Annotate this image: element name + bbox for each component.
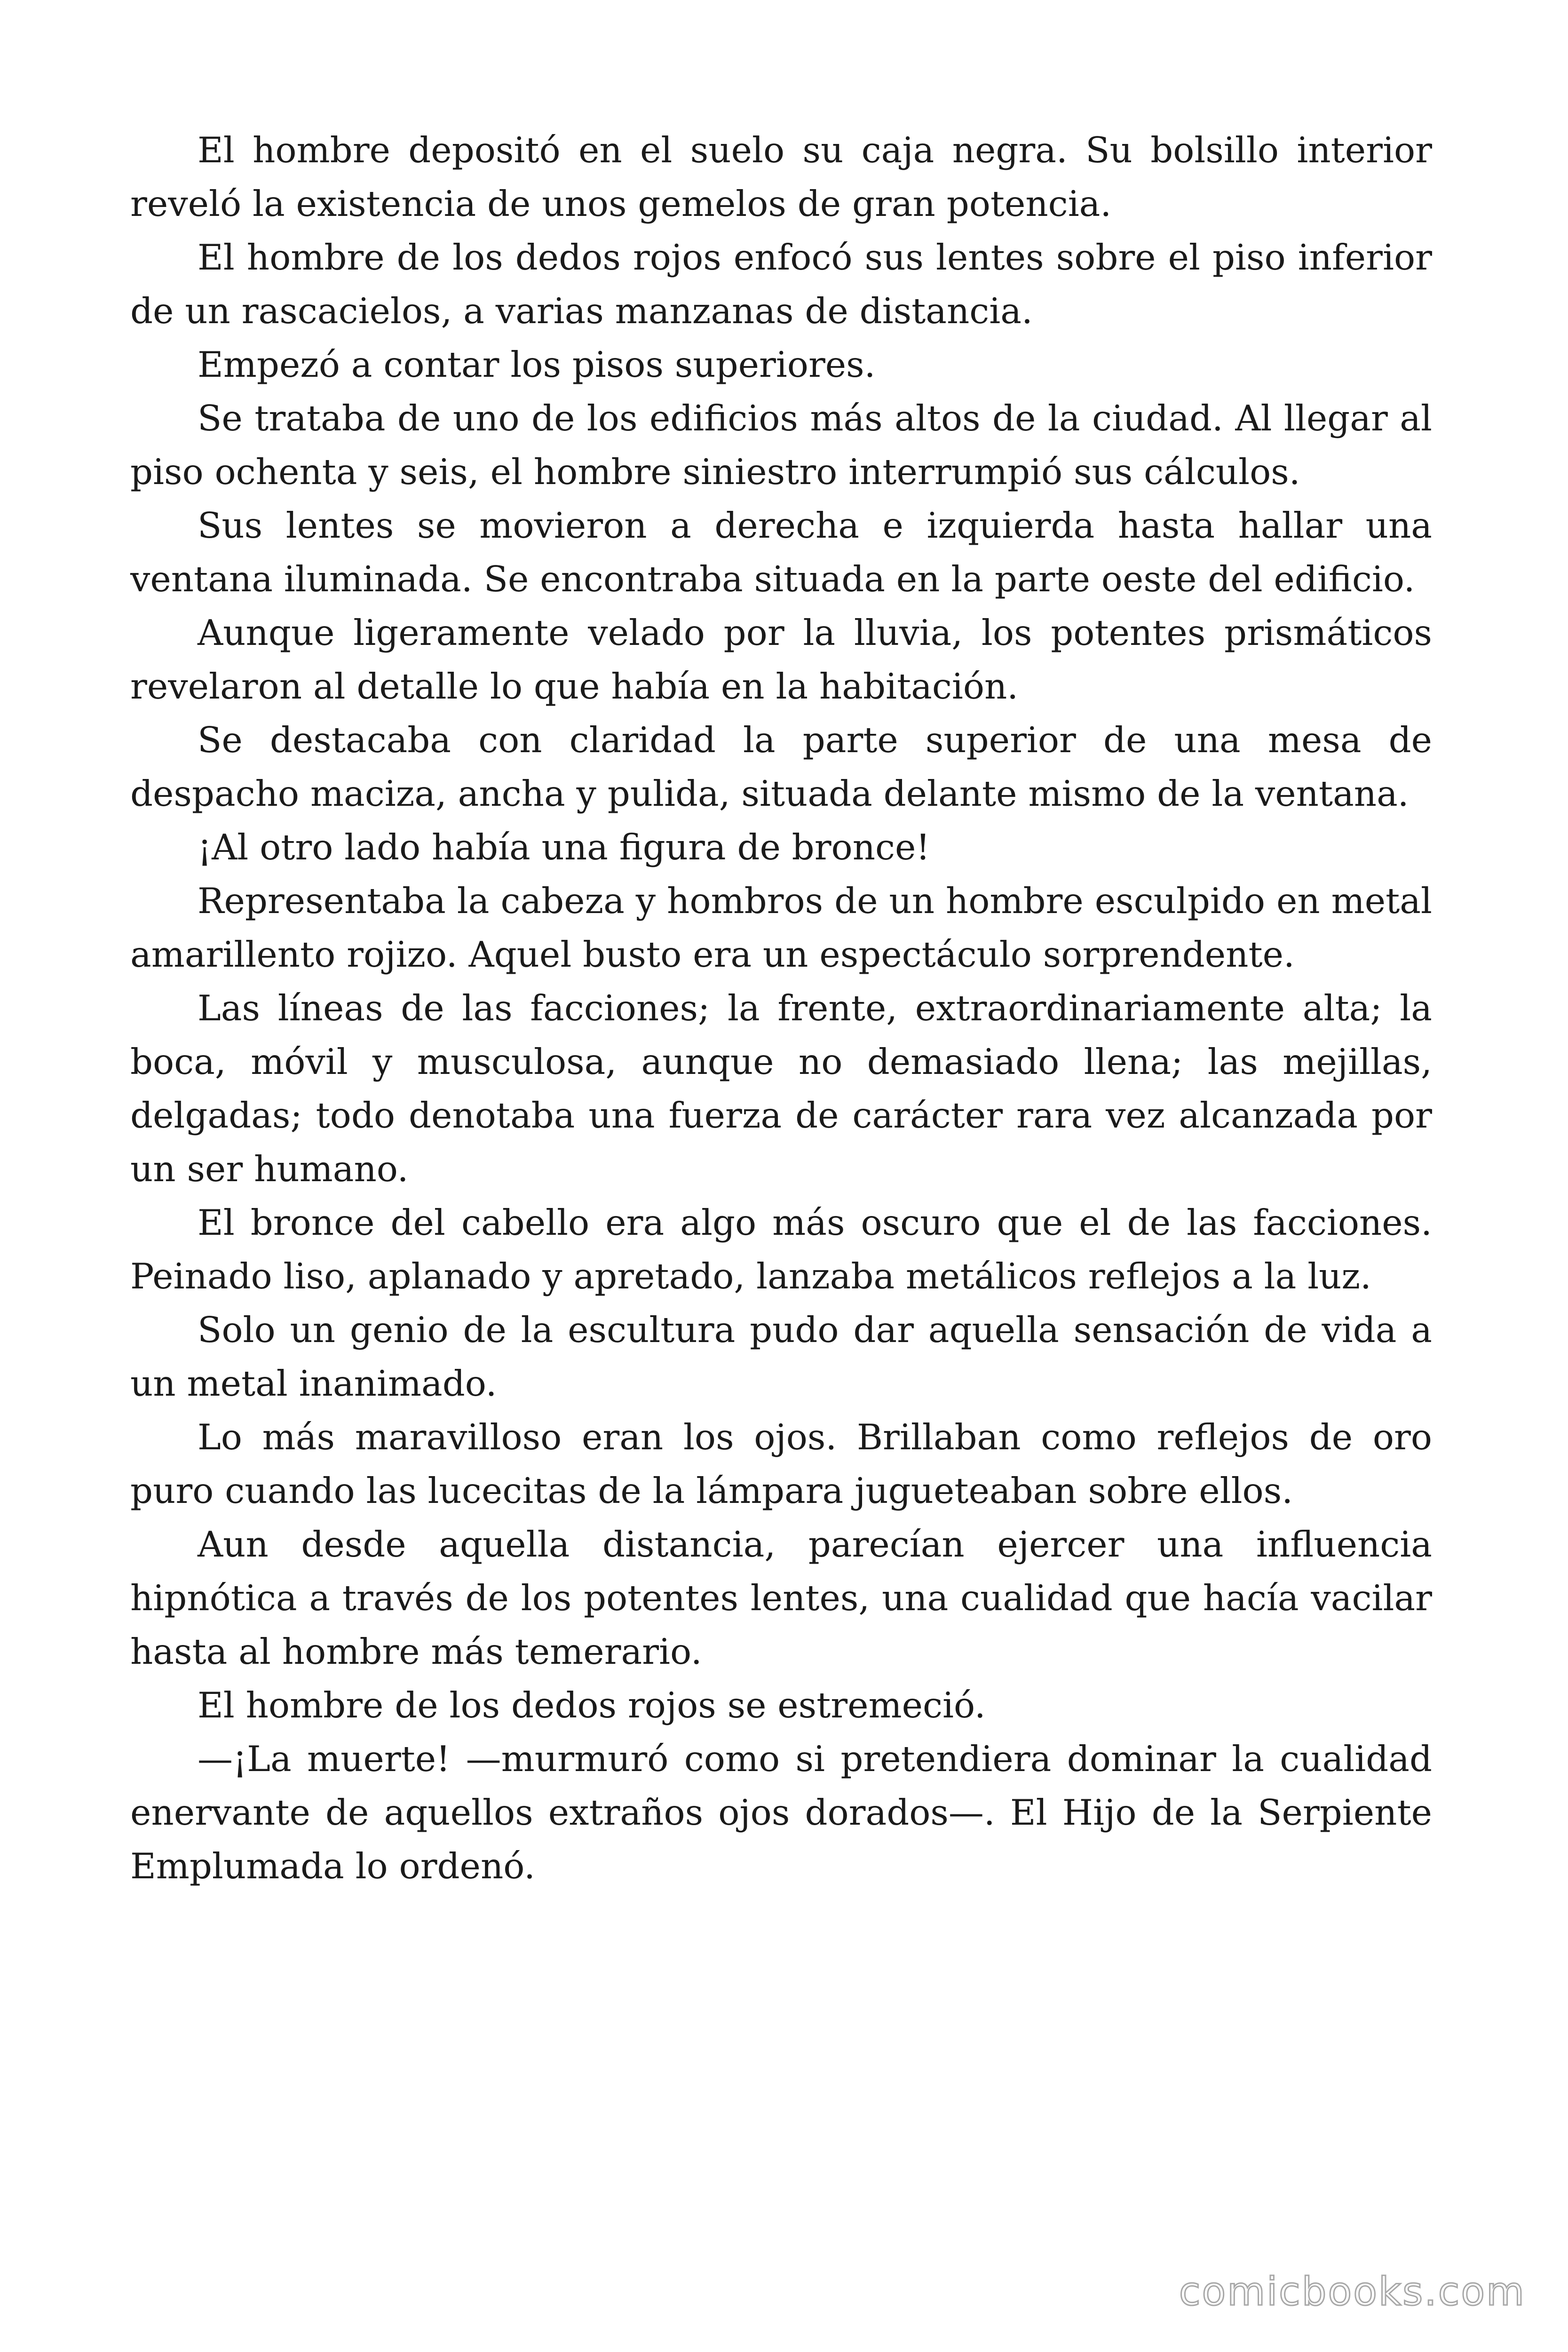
paragraph: Las líneas de las facciones; la frente, extraordinariamente alta; la boca, móvil y musculosa, aunque no demasiado llena; las mejillas, delgadas; todo denotaba una fuerza de carácter rara vez alcanzada por un ser humano. — [130, 987, 1432, 1190]
paragraph: —¡La muerte! —murmuró como si pretendiera dominar la cualidad enervante de aquellos extraños ojos dorados—. El Hijo de la Serpiente Emplumada lo ordenó. — [130, 1738, 1432, 1887]
paragraph: Representaba la cabeza y hombros de un hombre esculpido en metal amarillento rojizo. Aquel busto era un espectáculo sorprendente. — [130, 880, 1432, 975]
paragraph: Empezó a contar los pisos superiores. — [198, 344, 876, 385]
paragraph: Se trataba de uno de los edificios más altos de la ciudad. Al llegar al piso ochenta y seis, el hombre siniestro interrumpió sus cálculos. — [130, 397, 1432, 493]
paragraph: ¡Al otro lado había una figura de bronce! — [198, 826, 930, 868]
paragraph: El hombre depositó en el suelo su caja negra. Su bolsillo interior reveló la existencia de unos gemelos de gran potencia. — [130, 129, 1432, 224]
page-body — [130, 123, 1432, 1893]
paragraph: Se destacaba con claridad la parte superior de una mesa de despacho maciza, ancha y pulida, situada delante mismo de la ventana. — [130, 719, 1432, 814]
paragraph: El hombre de los dedos rojos enfocó sus lentes sobre el piso inferior de un rascacielos, a varias manzanas de distancia. — [130, 237, 1432, 332]
paragraph: Aun desde aquella distancia, parecían ejercer una influencia hipnótica a través de los potentes lentes, una cualidad que hacía vacilar hasta al hombre más temerario. — [130, 1524, 1432, 1672]
paragraph: Solo un genio de la escultura pudo dar aquella sensación de vida a un metal inanimado. — [130, 1309, 1432, 1404]
paragraph: Aunque ligeramente velado por la lluvia, los potentes prismáticos revelaron al detalle lo que había en la habitación. — [130, 612, 1432, 707]
paragraph: El hombre de los dedos rojos se estremeció. — [198, 1685, 986, 1726]
paragraph: Lo más maravilloso eran los ojos. Brillaban como reflejos de oro puro cuando las lucecitas de la lámpara jugueteaban sobre ellos. — [130, 1416, 1432, 1511]
paragraph: Sus lentes se movieron a derecha e izquierda hasta hallar una ventana iluminada. Se encontraba situada en la parte oeste del edificio. — [130, 505, 1432, 600]
paragraph: El bronce del cabello era algo más oscuro que el de las facciones. Peinado liso, aplanado y apretado, lanzaba metálicos reflejos a la luz. — [130, 1202, 1432, 1297]
watermark: comicbooks.com — [1179, 2269, 1526, 2314]
